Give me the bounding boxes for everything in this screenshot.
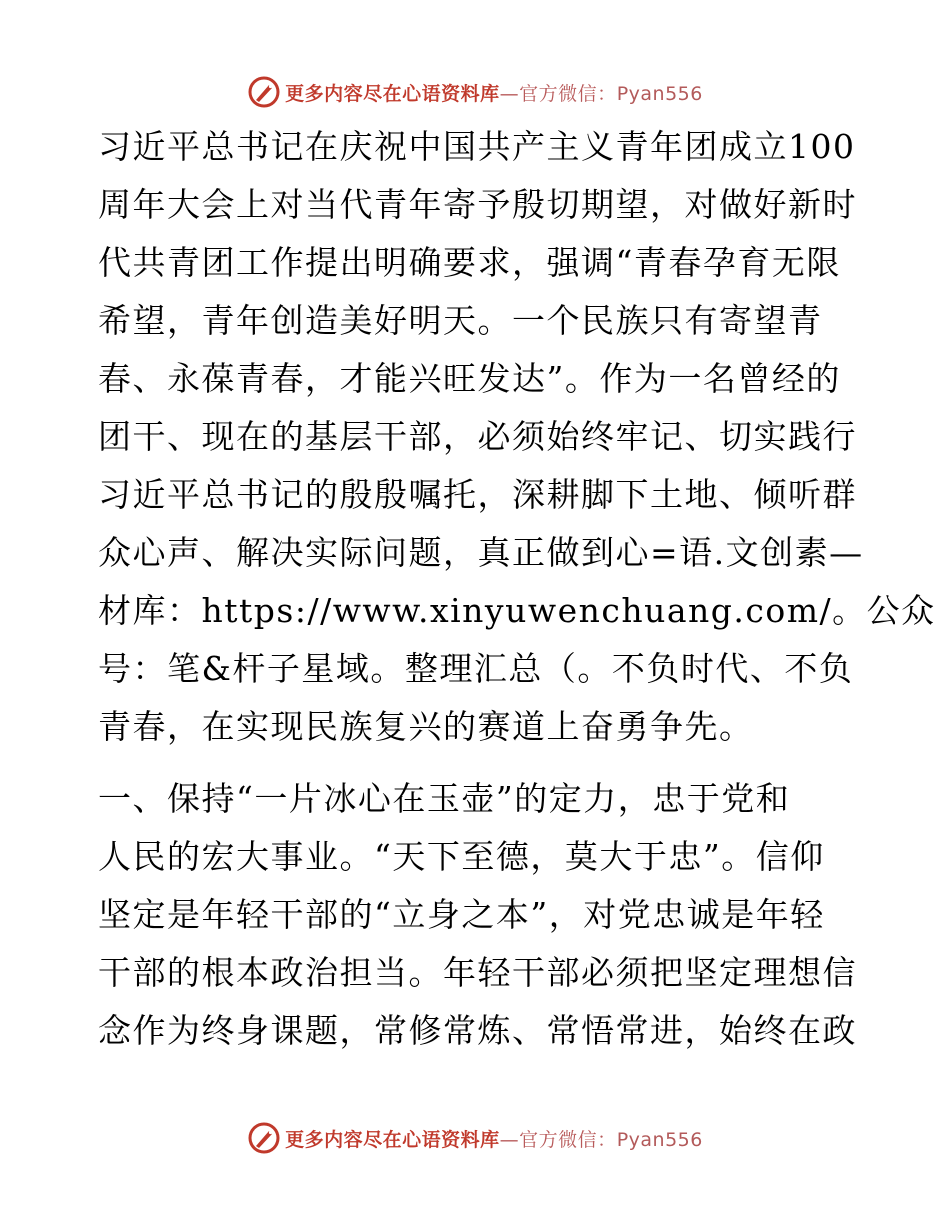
footer-watermark	[0, 1118, 950, 1158]
watermark-dash: —	[499, 82, 520, 105]
text-line: 青春，在实现民族复兴的赛道上奋勇争先。	[98, 707, 754, 746]
text-line: 念作为终身课题，常修常炼、常悟常进，始终在政	[98, 1011, 857, 1050]
watermark-wechat-id: Pyan556	[616, 1128, 703, 1151]
watermark-wechat-label: 官方微信：	[519, 1128, 617, 1151]
text-line: 号：笔&杆子星域。整理汇总（。不负时代、不负	[98, 649, 854, 688]
pen-logo-icon	[247, 75, 281, 109]
text-line: 代共青团工作提出明确要求，强调“青春孕育无限	[98, 243, 841, 282]
text-line: 干部的根本政治担当。年轻干部必须把坚定理想信	[98, 953, 857, 992]
text-line: 习近平总书记在庆祝中国共产主义青年团成立100	[98, 127, 856, 166]
watermark-text	[285, 1125, 703, 1152]
watermark-dash: —	[499, 1128, 520, 1151]
text-line: 团干、现在的基层干部，必须始终牢记、切实践行	[98, 417, 857, 456]
text-line: 希望，青年创造美好明天。一个民族只有寄望青	[98, 301, 823, 340]
watermark-brand: 更多内容尽在心语资料库	[285, 82, 500, 105]
text-line: 坚定是年轻干部的“立身之本”，对党忠诚是年轻	[98, 895, 825, 934]
text-line: 材库：https://www.xinyuwenchuang.com/。公众	[98, 591, 936, 630]
text-line: 人民的宏大事业。“天下至德，莫大于忠”。信仰	[98, 837, 825, 876]
header-watermark	[0, 72, 950, 112]
section-heading-line: 一、保持“一片冰心在玉壶”的定力，忠于党和	[98, 779, 791, 818]
watermark-text	[285, 79, 703, 106]
text-line: 习近平总书记的殷殷嘱托，深耕脚下土地、倾听群	[98, 475, 857, 514]
paragraph-intro	[98, 118, 936, 756]
pen-logo-icon	[247, 1121, 281, 1155]
text-line: 众心声、解决实际问题，真正做到心=语.文创素—	[98, 533, 864, 572]
text-line: 春、永葆青春，才能兴旺发达”。作为一名曾经的	[98, 359, 841, 398]
document-body	[98, 118, 936, 1060]
watermark-wechat-label: 官方微信：	[519, 82, 617, 105]
text-line: 周年大会上对当代青年寄予殷切期望，对做好新时	[98, 185, 857, 224]
watermark-brand: 更多内容尽在心语资料库	[285, 1128, 500, 1151]
watermark-wechat-id: Pyan556	[616, 82, 703, 105]
paragraph-section-one	[98, 770, 858, 1060]
